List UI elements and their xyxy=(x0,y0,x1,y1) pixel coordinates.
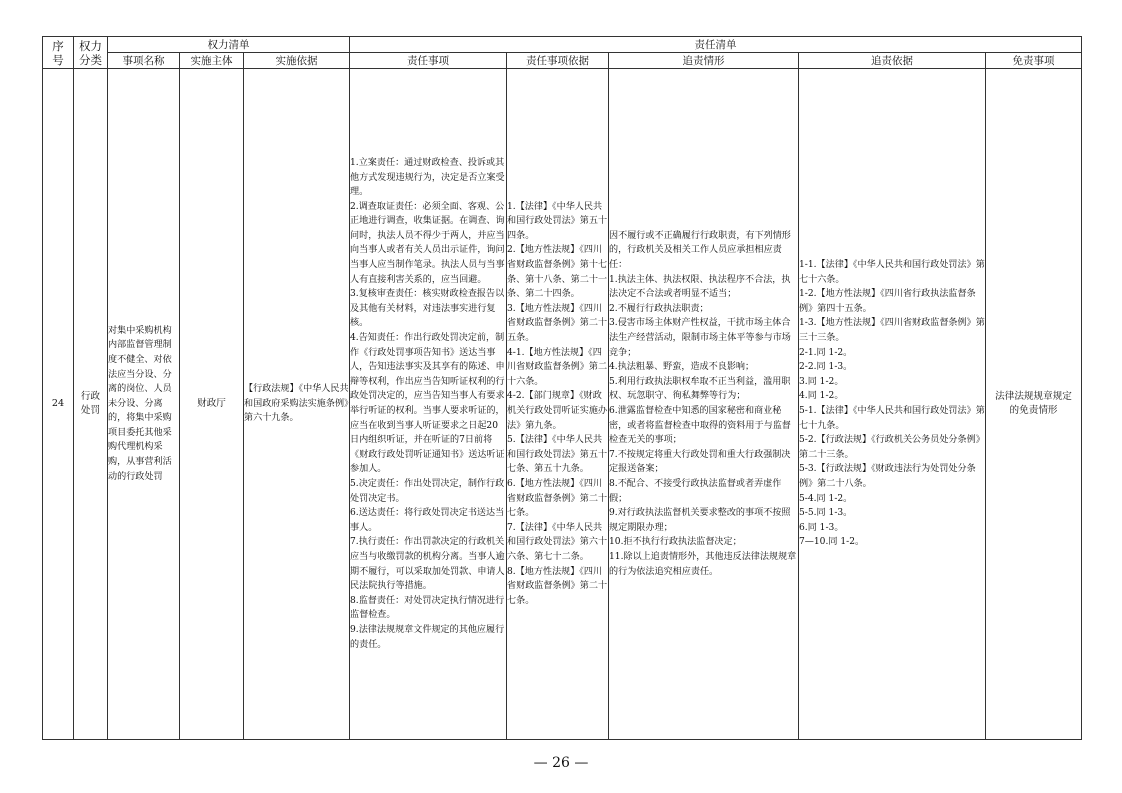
duty-basis-item: 4-2.【部门规章】《财政机关行政处罚听证实施办法》第九条。 xyxy=(507,391,608,431)
duty-item: 3.复核审查责任：核实财政检查报告以及其他有关材料，对违法事实进行复核。 xyxy=(350,289,505,329)
accountability-item: 8.不配合、不接受行政执法监督或者弄虚作假； xyxy=(609,478,782,504)
accountability-basis-header: 追责依据 xyxy=(799,53,986,69)
accountability-basis-item: 7—10.同 1-2。 xyxy=(799,537,865,548)
duty-item: 6.送达责任：将行政处罚决定书送达当事人。 xyxy=(350,508,505,533)
accountability-basis-item: 5-4.同 1-2。 xyxy=(799,493,853,504)
duty-basis-item: 5.【法律】《中华人民共和国行政处罚法》第五十七条、第五十九条。 xyxy=(507,435,608,475)
duty-basis-header: 责任事项依据 xyxy=(507,53,609,69)
duty-item: 2.调查取证责任：必须全面、客观、公正地进行调查，收集证据。在调查、询问时，执法人员不得少于两人，并应当向当事人或者有关人员出示证件，询问当事人应当制作笔录。执法人员与当事人有直接利害关系的，应当回避。 xyxy=(350,201,505,285)
accountability-item: 9.对行政执法监督机关要求整改的事项不按照规定期限办理； xyxy=(609,508,791,533)
duty-cell xyxy=(350,69,507,740)
category-header-line1: 权力 xyxy=(79,38,102,53)
duty-item: 9.法律法规规章文件规定的其他应履行的责任。 xyxy=(350,624,505,650)
basis-text: 【行政法规】《中华人民共和国政府采购法实施条例》第六十九条。 xyxy=(244,384,349,424)
duty-item: 5.决定责任：作出处罚决定，制作行政处罚决定书。 xyxy=(350,478,505,504)
duty-basis-cell xyxy=(507,69,609,740)
page-number: — 26 — xyxy=(533,755,589,771)
item-name-text: 对集中采购机构内部监督管理制度不健全、对依法应当分设、分离的岗位、人员未分设、分离的，将集中采购项目委托其他采购代理机构采购，从事营利活动的行政处罚 xyxy=(108,325,172,482)
accountability-header: 追责情形 xyxy=(609,53,799,69)
accountability-basis-item: 1-3.【地方性法规】《四川省财政监督条例》第三十三条。 xyxy=(799,318,985,344)
accountability-item: 11.除以上追责情形外，其他违反法律法规规章的行为依法追究相应责任。 xyxy=(609,551,797,577)
exemption-header: 免责事项 xyxy=(986,53,1082,69)
duty-basis-item: 2.【地方性法规】《四川省财政监督条例》第十七条、第十八条、第二十一条、第二十四条。 xyxy=(507,245,608,300)
accountability-basis-item: 5-2.【行政法规】《行政机关公务员处分条例》第二十三条。 xyxy=(799,435,985,460)
category-header-line2: 分类 xyxy=(79,52,102,67)
accountability-basis-item: 2-2.同 1-3。 xyxy=(799,362,853,373)
duty-basis-item: 4-1.【地方性法规】《四川省财政监督条例》第二十六条。 xyxy=(507,347,608,387)
duty-item: 1.立案责任：通过财政检查、投诉或其他方式发现违规行为，决定是否立案受理。 xyxy=(350,157,505,198)
table-row xyxy=(43,69,1082,740)
seq-header xyxy=(43,37,74,69)
accountability-basis-item: 5-1.【法律】《中华人民共和国行政处罚法》第七十九条。 xyxy=(799,406,985,431)
accountability-basis-item: 5-5.同 1-3。 xyxy=(799,508,853,519)
subject-header: 实施主体 xyxy=(180,53,244,69)
category-header xyxy=(74,37,108,69)
accountability-item: 4.执法粗暴、野蛮，造成不良影响； xyxy=(609,362,755,373)
basis-cell xyxy=(244,69,350,740)
seq-header-line1: 序 xyxy=(52,38,64,53)
power-list-header: 权力清单 xyxy=(108,37,350,53)
accountability-item: 7.不按规定将重大行政处罚和重大行政强制决定报送备案； xyxy=(609,449,791,475)
accountability-basis-item: 1-1.【法律】《中华人民共和国行政处罚法》第七十六条。 xyxy=(799,260,985,285)
accountability-basis-item: 1-2.【地方性法规】《四川省行政执法监督条例》第四十五条。 xyxy=(799,289,976,314)
accountability-item: 10.拒不执行行政执法监督决定； xyxy=(609,537,742,548)
accountability-item: 3.侵害市场主体财产性权益，干扰市场主体合法生产经营活动，限制市场主体平等参与市场竞争； xyxy=(609,318,791,358)
accountability-item: 5.利用行政执法职权牟取不正当利益，滥用职权、玩忽职守、徇私舞弊等行为； xyxy=(609,376,791,402)
accountability-item: 因不履行或不正确履行行政职责，有下列情形的，行政机关及相关工作人员应承担相应责任： xyxy=(609,230,791,271)
exemption-cell: 法律法规规章规定的免责情形 xyxy=(986,69,1082,740)
accountability-basis-item: 6.同 1-3。 xyxy=(799,522,844,533)
basis-header: 实施依据 xyxy=(244,53,350,69)
accountability-basis-item: 5-3.【行政法规】《财政违法行为处罚处分条例》第二十八条。 xyxy=(799,464,976,489)
accountability-item: 6.泄露监督检查中知悉的国家秘密和商业秘密，或者将监督检查中取得的资料用于与监督检查无关的事项； xyxy=(609,406,791,446)
accountability-cell xyxy=(609,69,799,740)
duty-basis-item: 3.【地方性法规】《四川省财政监督条例》第二十五条。 xyxy=(507,303,608,344)
accountability-item: 1.执法主体、执法权限、执法程序不合法，执法决定不合法或者明显不适当； xyxy=(609,274,791,300)
duty-basis-item: 7.【法律】《中华人民共和国行政处罚法》第六十六条、第七十二条。 xyxy=(507,522,608,562)
duty-item: 7.执行责任：作出罚款决定的行政机关应当与收缴罚款的机构分离。当事人逾期不履行，可以采取加处罚款、申请人民法院执行等措施。 xyxy=(350,537,505,592)
duty-basis-item: 8.【地方性法规】《四川省财政监督条例》第二十七条。 xyxy=(507,566,608,606)
accountability-basis-item: 3.同 1-2。 xyxy=(799,376,844,387)
seq-cell: 24 xyxy=(43,69,74,740)
accountability-basis-item: 4.同 1-2。 xyxy=(799,391,844,402)
duty-basis-item: 1.【法律】《中华人民共和国行政处罚法》第五十四条。 xyxy=(507,201,608,241)
item-name-cell xyxy=(108,69,180,740)
subject-cell: 财政厅 xyxy=(180,69,244,740)
responsibility-table xyxy=(42,36,1082,740)
duty-header: 责任事项 xyxy=(350,53,507,69)
responsibility-list-header: 责任清单 xyxy=(350,37,1082,53)
item-name-header: 事项名称 xyxy=(108,53,180,69)
duty-item: 8.监督责任：对处罚决定执行情况进行监督检查。 xyxy=(350,595,505,621)
duty-item: 4.告知责任：作出行政处罚决定前，制作《行政处罚事项告知书》送达当事人，告知违法事实及其享有的陈述、申辩等权利，作出应当告知听证权利的行政处罚决定的，应当告知当事人有要求举行听证的权利。当事人要求听证的，应当在收到当事人听证要求之日起20日内组织听证，并在听证的7日前将《财政行政处罚听证通知书》送达听证参加人。 xyxy=(350,333,505,475)
accountability-basis-cell xyxy=(799,69,986,740)
category-cell: 行政处罚 xyxy=(74,69,108,740)
accountability-item: 2.不履行行政执法职责； xyxy=(609,303,709,314)
duty-basis-item: 6.【地方性法规】《四川省财政监督条例》第二十七条。 xyxy=(507,478,608,519)
seq-header-line2: 号 xyxy=(52,52,64,67)
accountability-basis-item: 2-1.同 1-2。 xyxy=(799,347,853,358)
